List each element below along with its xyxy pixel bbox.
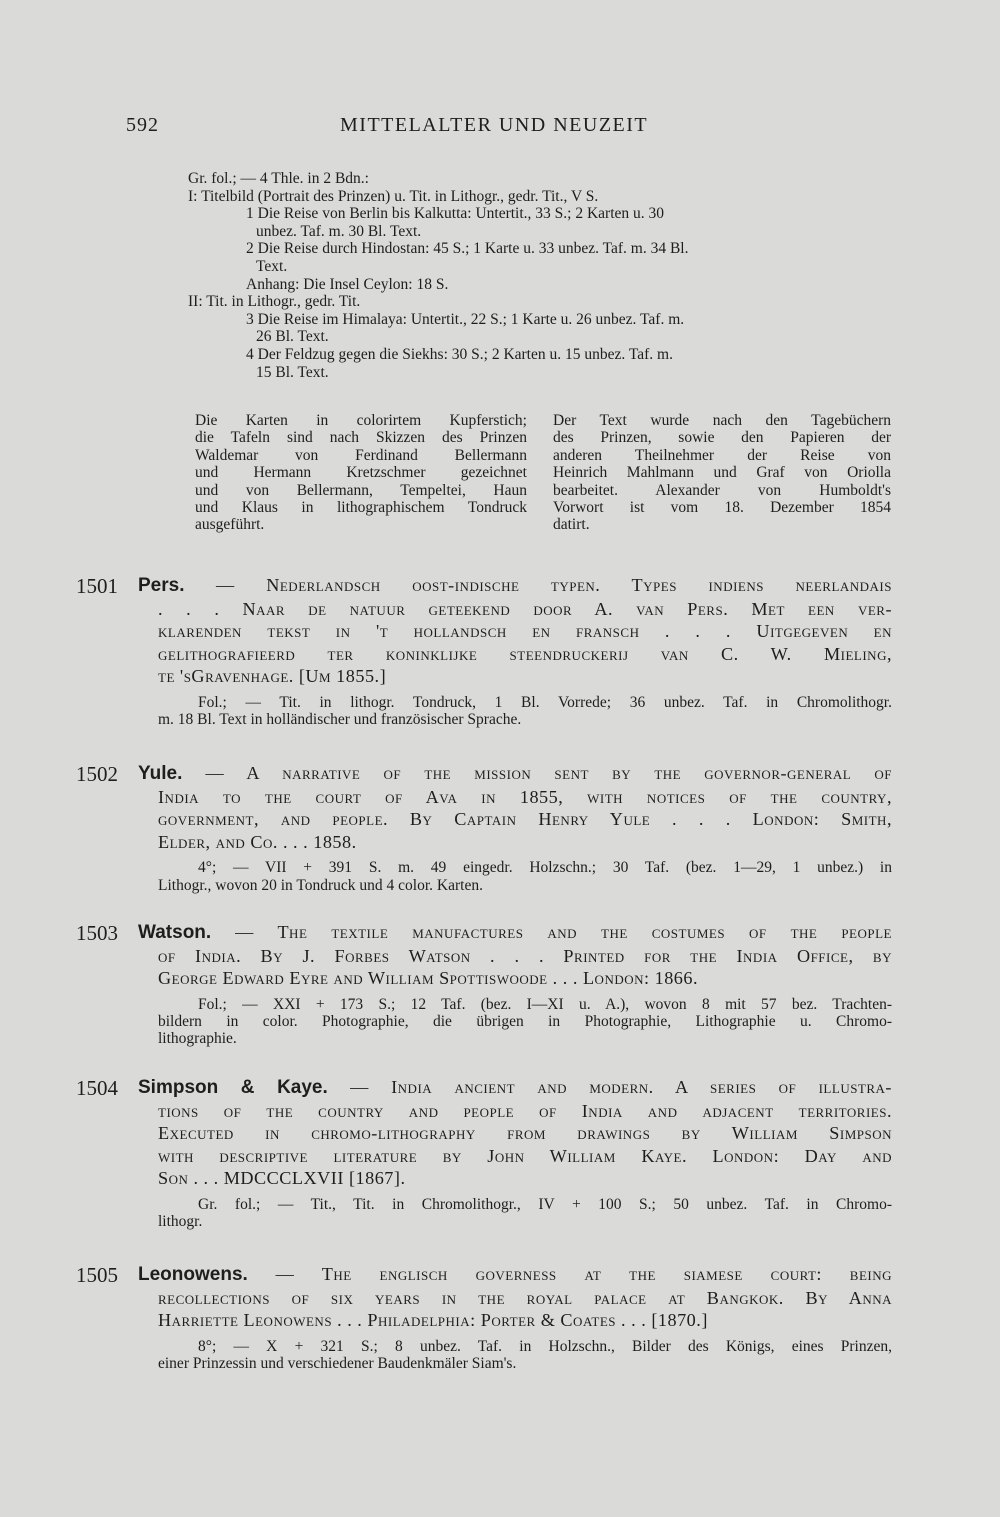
- collation-line: m. 18 Bl. Text in holländischer und französischer Sprache.: [158, 711, 522, 729]
- part-line: Text.: [256, 257, 288, 275]
- entry-author: Pers.: [138, 575, 185, 596]
- collation-line: lithographie.: [158, 1030, 237, 1048]
- entry-collation: [158, 1338, 892, 1372]
- catalog-entry: [76, 574, 892, 728]
- entry-collation: [158, 859, 892, 893]
- title-line: with descriptive literature by John William Kaye. London: Day and: [158, 1145, 892, 1166]
- entry-author: Leonowens.: [138, 1264, 248, 1285]
- part-line: Anhang: Die Insel Ceylon: 18 S.: [246, 275, 449, 293]
- running-title: MITTELALTER UND NEUZEIT: [340, 114, 649, 136]
- note-line: Waldemar von Ferdinand Bellermann: [195, 446, 527, 464]
- entry-number: 1501: [76, 574, 118, 598]
- part-line: 26 Bl. Text.: [256, 328, 329, 346]
- page-header: [126, 114, 886, 144]
- notes-right-column: [553, 412, 891, 534]
- note-line: und Hermann Kretzschmer gezeichnet: [195, 464, 527, 482]
- collation-line: Fol.; — XXI + 173 S.; 12 Taf. (bez. I—XI u. A.), wovon 8 mit 57 bez. Trachten-: [198, 995, 892, 1013]
- entry-title: [138, 921, 892, 990]
- entry-number: 1502: [76, 762, 118, 786]
- note-line: die Tafeln sind nach Skizzen des Prinzen: [195, 429, 527, 447]
- part-line: 4 Der Feldzug gegen die Siekhs: 30 S.; 2 Karten u. 15 unbez. Taf. m.: [246, 345, 673, 363]
- entry-collation: [158, 996, 892, 1048]
- note-line: anderen Theilnehmer der Reise von: [553, 446, 891, 464]
- note-line: Heinrich Mahlmann und Graf von Oriolla: [553, 464, 891, 482]
- note-line: Die Karten in colorirtem Kupferstich;: [195, 412, 527, 429]
- entry-author: Watson.: [138, 922, 212, 943]
- note-line: Vorwort ist vom 18. Dezember 1854: [553, 499, 891, 517]
- note-line: und Klaus in lithographischem Tondruck: [195, 499, 527, 517]
- title-line: klarenden tekst in 't hollandsch en fransch . . . Uitgegeven en: [158, 621, 892, 642]
- title-line: George Edward Eyre and William Spottiswoode . . . London: 1866.: [158, 968, 699, 989]
- title-line: government, and people. By Captain Henry Yule . . . London: Smith,: [158, 809, 892, 830]
- note-line: Der Text wurde nach den Tagebüchern: [553, 412, 891, 429]
- entry-collation: [158, 1196, 892, 1230]
- part-line: 3 Die Reise im Himalaya: Untertit., 22 S.; 1 Karte u. 26 unbez. Taf. m.: [246, 310, 685, 328]
- volume-line: I: Titelbild (Portrait des Prinzen) u. Tit. in Lithogr., gedr. Tit., V S.: [188, 187, 599, 205]
- collation-line: Gr. fol.; — Tit., Tit. in Chromolithogr., IV + 100 S.; 50 unbez. Taf. in Chromo-: [198, 1195, 892, 1213]
- collation-line: lithogr.: [158, 1213, 203, 1231]
- title-line: Son . . . MDCCCLXVII [1867].: [158, 1168, 406, 1189]
- title-line: recollections of six years in the royal palace at Bangkok. By Anna: [158, 1287, 892, 1308]
- title-line: — India ancient and modern. A series of illustra-: [350, 1077, 892, 1097]
- part-line: 2 Die Reise durch Hindostan: 45 S.; 1 Karte u. 33 unbez. Taf. m. 34 Bl.: [246, 240, 689, 258]
- collation-line: Gr. fol.; — 4 Thle. in 2 Bdn.:: [188, 170, 369, 187]
- entry-number: 1505: [76, 1263, 118, 1287]
- note-line: des Prinzen, sowie den Papieren der: [553, 429, 891, 447]
- note-line: und von Bellermann, Tempeltei, Haun: [195, 481, 527, 499]
- collation-line: Fol.; — Tit. in lithogr. Tondruck, 1 Bl. Vorrede; 36 unbez. Taf. in Chromolithogr.: [198, 693, 892, 711]
- collation-line: 4°; — VII + 391 S. m. 49 eingedr. Holzschn.; 30 Taf. (bez. 1—29, 1 unbez.) in: [198, 859, 892, 877]
- note-line: ausgeführt.: [195, 516, 265, 534]
- title-line: Executed in chromo-lithography from drawings by William Simpson: [158, 1123, 892, 1144]
- notes-left-column: [195, 412, 527, 534]
- entry-author: Simpson & Kaye.: [138, 1077, 328, 1098]
- title-line: gelithografieerd ter koninklijke steendruckerij van C. W. Mieling,: [158, 643, 892, 664]
- title-line: — The textile manufactures and the costumes of the people: [235, 922, 892, 942]
- entry-title: [138, 1076, 892, 1190]
- catalog-entry: [76, 1076, 892, 1230]
- entry-title: [138, 762, 892, 853]
- entry-number: 1504: [76, 1076, 118, 1100]
- catalog-entry: [76, 921, 892, 1047]
- part-line: 1 Die Reise von Berlin bis Kalkutta: Untertit., 33 S.; 2 Karten u. 30: [246, 205, 665, 223]
- title-line: Elder, and Co. . . . 1858.: [158, 831, 357, 852]
- entry-title: [138, 1263, 893, 1332]
- part-line: 15 Bl. Text.: [256, 363, 329, 381]
- title-line: te 'sGravenhage. [Um 1855.]: [158, 666, 387, 687]
- title-line: Harriette Leonowens . . . Philadelphia: Porter & Coates . . . [1870.]: [158, 1310, 708, 1331]
- title-line: — A narrative of the mission sent by the governor-general of: [205, 763, 892, 783]
- title-line: of India. By J. Forbes Watson . . . Printed for the India Office, by: [158, 945, 892, 966]
- collation-line: bildern in color. Photographie, die übrigen in Photographie, Lithographie u. Chromo-: [158, 1012, 892, 1030]
- continued-entry-collation: [188, 170, 888, 381]
- entry-number: 1503: [76, 921, 118, 945]
- title-line: India to the court of Ava in 1855, with notices of the country,: [158, 786, 892, 807]
- title-line: — Nederlandsch oost-indische typen. Types indiens neerlandais: [216, 575, 892, 595]
- collation-line: 8°; — X + 321 S.; 8 unbez. Taf. in Holzschn., Bilder des Königs, eines Prinzen,: [198, 1337, 892, 1355]
- title-line: . . . Naar de natuur geteekend door A. van Pers. Met een ver-: [158, 598, 892, 619]
- page-number: 592: [126, 114, 159, 136]
- volume-line: II: Tit. in Lithogr., gedr. Tit.: [188, 293, 361, 311]
- title-line: — The englisch governess at the siamese court: being: [275, 1264, 893, 1284]
- entry-author: Yule.: [138, 763, 183, 784]
- collation-line: einer Prinzessin und verschiedener Baudenkmäler Siam's.: [158, 1354, 517, 1372]
- note-line: bearbeitet. Alexander von Humboldt's: [553, 481, 891, 499]
- catalog-entry: [76, 1263, 892, 1372]
- collation-line: Lithogr., wovon 20 in Tondruck und 4 color. Karten.: [158, 876, 483, 894]
- catalog-entry: [76, 762, 892, 894]
- entry-collation: [158, 694, 892, 728]
- title-line: tions of the country and people of India and adjacent territories.: [158, 1100, 892, 1121]
- entry-title: [138, 574, 892, 688]
- note-line: datirt.: [553, 516, 590, 534]
- part-line: unbez. Taf. m. 30 Bl. Text.: [256, 222, 422, 240]
